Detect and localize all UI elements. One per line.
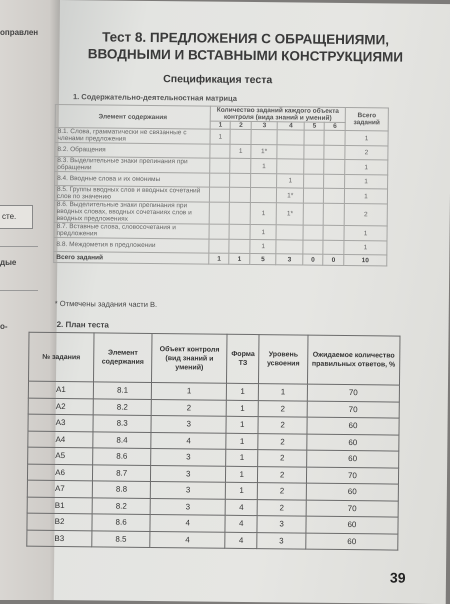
matrix-count-cell (304, 130, 325, 145)
matrix-count-cell (324, 203, 345, 225)
plan-cell: 1 (226, 449, 258, 466)
plan-cell: 4 (150, 531, 225, 548)
plan-cell: 60 (306, 450, 398, 467)
matrix-element-cell: 8.3. Выделительные знаки препинания при обращении (55, 156, 210, 173)
plan-cell: А5 (28, 447, 93, 464)
matrix-count-cell: 1 (210, 129, 231, 144)
matrix-colnum: 3 (251, 122, 278, 130)
plan-cell: 8.4 (93, 431, 151, 448)
content-matrix-table (53, 104, 389, 266)
plan-cell: А6 (27, 464, 92, 481)
plan-cell: 2 (258, 400, 307, 417)
plan-row (27, 530, 398, 550)
matrix-count-cell: 1 (277, 174, 304, 188)
matrix-total-cell: 2 (345, 145, 388, 159)
matrix-header-count: Количество заданий каждого объекта контроля (вида знаний и умений) (210, 106, 345, 122)
matrix-count-cell (276, 225, 303, 240)
matrix-count-cell (229, 239, 250, 253)
matrix-count-cell (251, 174, 278, 188)
matrix-count-cell (303, 240, 324, 254)
plan-cell: 2 (257, 499, 306, 516)
plan-cell: 60 (306, 483, 398, 500)
matrix-total-label: Всего заданий (54, 251, 209, 264)
matrix-count-cell (210, 173, 231, 187)
plan-cell: 4 (225, 515, 257, 532)
plan-cell: А7 (27, 480, 92, 497)
matrix-count-cell (230, 173, 251, 187)
matrix-count-cell (277, 130, 304, 145)
matrix-element-cell: 8.5. Группы вводных слов и вводных сочетаний слов по значению (54, 185, 209, 202)
plan-cell: 8.2 (93, 398, 151, 415)
matrix-count-cell (323, 240, 344, 254)
plan-cell: 3 (150, 498, 225, 515)
left-page-top-text: оправлен (0, 28, 39, 37)
matrix-count-cell (210, 158, 231, 173)
matrix-total-row (54, 251, 387, 265)
plan-cell: 1 (226, 383, 258, 400)
matrix-count-cell (324, 130, 345, 145)
matrix-count-cell (277, 159, 304, 174)
matrix-count-cell (251, 130, 278, 145)
plan-cell: 2 (258, 417, 307, 434)
plan-cell: 4 (150, 514, 225, 531)
matrix-count-cell (276, 240, 303, 254)
page-number: 39 (389, 569, 406, 586)
matrix-total-count: 1 (209, 253, 230, 264)
plan-cell: 8.5 (92, 530, 150, 547)
left-page-line (0, 246, 38, 247)
matrix-colnum: 6 (325, 122, 346, 130)
plan-header-cell: Ожидаемое количество правильных ответов, % (307, 335, 400, 385)
matrix-count-cell (209, 224, 230, 239)
matrix-element-cell: 8.7. Вставные слова, словосочетания и предложения (54, 222, 209, 239)
plan-cell: 1 (225, 482, 257, 499)
plan-cell: 60 (306, 516, 398, 533)
matrix-total-cell: 1 (345, 159, 388, 174)
plan-cell: А2 (28, 398, 93, 415)
plan-heading: 2. План теста (56, 319, 109, 330)
matrix-count-cell (323, 225, 344, 240)
matrix-count-cell (304, 174, 325, 188)
plan-cell: 3 (257, 532, 306, 549)
matrix-grand-total: 10 (344, 254, 387, 265)
matrix-total-cell: 1 (345, 130, 388, 145)
plan-cell: 1 (152, 382, 227, 399)
plan-cell: 4 (225, 499, 257, 516)
plan-cell: 2 (258, 483, 307, 500)
matrix-total-cell: 1 (344, 225, 387, 240)
plan-header-cell: № задания (29, 332, 95, 382)
matrix-count-cell: 1 (250, 225, 277, 240)
plan-cell: 8.7 (92, 464, 150, 481)
matrix-count-cell (324, 159, 345, 174)
matrix-count-cell (229, 224, 250, 239)
matrix-count-cell (304, 145, 325, 159)
plan-cell: 70 (307, 384, 399, 401)
plan-cell: 8.3 (93, 415, 151, 432)
matrix-count-cell (230, 129, 251, 144)
matrix-colnum: 5 (304, 122, 325, 130)
matrix-count-cell (209, 202, 230, 224)
matrix-count-cell (250, 188, 277, 203)
matrix-count-cell: 1* (277, 188, 304, 203)
plan-cell: 1 (226, 416, 258, 433)
plan-cell: А1 (28, 381, 93, 398)
footnote: * Отмечены задания части В. (54, 298, 158, 310)
left-page-line (0, 290, 38, 291)
matrix-total-count: 0 (323, 254, 344, 265)
matrix-colnum: 1 (210, 121, 231, 129)
plan-cell: 70 (306, 500, 398, 517)
plan-header-row (29, 332, 400, 385)
left-page-mid-text: дые (0, 258, 17, 267)
matrix-count-cell (209, 239, 230, 253)
plan-cell: 1 (226, 433, 258, 450)
plan-cell: 1 (226, 466, 258, 483)
plan-cell: А4 (28, 431, 93, 448)
matrix-total-cell: 1 (344, 240, 387, 254)
plan-cell: 8.1 (93, 382, 151, 399)
plan-cell: 8.8 (92, 481, 150, 498)
plan-cell: 1 (259, 384, 308, 401)
left-page-box: сте. (0, 205, 33, 229)
plan-cell: 70 (306, 467, 398, 484)
matrix-element-cell: 8.1. Слова, грамматически не связанные с членами предложения (55, 127, 210, 144)
matrix-total-cell: 1 (345, 174, 388, 188)
plan-cell: 60 (307, 417, 399, 434)
plan-cell: 8.6 (93, 448, 151, 465)
plan-cell: 1 (226, 400, 258, 417)
matrix-count-cell (230, 202, 251, 224)
matrix-count-cell (209, 187, 230, 202)
plan-cell: А3 (28, 414, 93, 431)
matrix-count-cell: 1 (230, 144, 251, 158)
matrix-count-cell (324, 145, 345, 159)
plan-cell: 60 (307, 434, 399, 451)
matrix-count-cell (230, 158, 251, 173)
plan-cell: 3 (151, 481, 226, 498)
matrix-count-cell: 1* (251, 145, 278, 159)
matrix-colnum: 2 (231, 121, 252, 129)
plan-cell: 4 (151, 432, 226, 449)
matrix-header-element: Элемент содержания (55, 104, 210, 129)
matrix-element-cell: 8.4. Вводные слова и их омонимы (55, 171, 210, 187)
plan-cell: 8.6 (92, 514, 150, 531)
plan-cell: 3 (151, 465, 226, 482)
plan-cell: 2 (258, 466, 307, 483)
matrix-colnum: 4 (278, 122, 305, 130)
matrix-total-cell: 2 (344, 203, 387, 225)
matrix-header-row (55, 104, 388, 122)
plan-header-cell: Объект контроля (вид знаний и умений) (152, 333, 227, 383)
matrix-count-cell (210, 144, 231, 158)
matrix-element-cell: 8.2. Обращения (55, 142, 210, 158)
matrix-header-total: Всего заданий (345, 107, 388, 130)
matrix-count-cell (230, 187, 251, 202)
matrix-count-cell (303, 203, 324, 225)
plan-cell: В1 (27, 497, 92, 514)
test-plan-table (26, 332, 400, 551)
matrix-count-cell (277, 145, 304, 159)
matrix-total-count: 0 (303, 254, 324, 265)
plan-cell: 2 (258, 450, 307, 467)
matrix-count-cell (303, 225, 324, 240)
matrix-element-cell: 8.8. Междометия в предложении (54, 237, 209, 253)
plan-cell: 70 (307, 401, 399, 418)
plan-header-cell: Форма ТЗ (227, 334, 260, 383)
plan-cell: В2 (27, 513, 92, 530)
test-title: Тест 8. ПРЕДЛОЖЕНИЯ С ОБРАЩЕНИЯМИ, ВВОДНЫМИ И ВСТАВНЫМИ КОНСТРУКЦИЯМИ (87, 29, 404, 65)
matrix-row (54, 200, 387, 225)
matrix-count-cell: 1 (250, 203, 277, 225)
plan-header-cell: Элемент содержания (94, 333, 153, 383)
plan-cell: В3 (27, 530, 92, 547)
matrix-element-cell: 8.6. Выделительные знаки препинания при вводных словах, вводных сочетаниях слов и вводных предложениях (54, 200, 209, 224)
spec-subtitle: Спецификация теста (163, 73, 273, 87)
matrix-total-count: 1 (229, 253, 250, 264)
matrix-heading: 1. Содержательно-деятельностная матрица (72, 92, 237, 103)
matrix-count-cell: 1 (251, 159, 278, 174)
matrix-total-count: 3 (276, 254, 303, 265)
matrix-total-cell: 1 (344, 188, 387, 203)
plan-header-cell: Уровень усвоения (259, 335, 308, 385)
matrix-count-cell: 1* (277, 203, 304, 225)
matrix-count-cell (324, 188, 345, 203)
matrix-count-cell (324, 174, 345, 188)
matrix-total-count: 5 (250, 254, 277, 265)
plan-cell: 4 (225, 532, 257, 549)
plan-cell: 2 (258, 433, 307, 450)
plan-cell: 2 (151, 399, 226, 416)
plan-cell: 3 (151, 448, 226, 465)
plan-cell: 3 (257, 516, 306, 533)
matrix-count-cell: 1 (250, 240, 277, 254)
plan-cell: 60 (306, 533, 398, 550)
left-page-small-text: о- (0, 322, 8, 331)
book-page (42, 0, 450, 604)
matrix-count-cell (303, 188, 324, 203)
plan-cell: 3 (151, 415, 226, 432)
plan-cell: 8.2 (92, 497, 150, 514)
matrix-count-cell (304, 159, 325, 174)
